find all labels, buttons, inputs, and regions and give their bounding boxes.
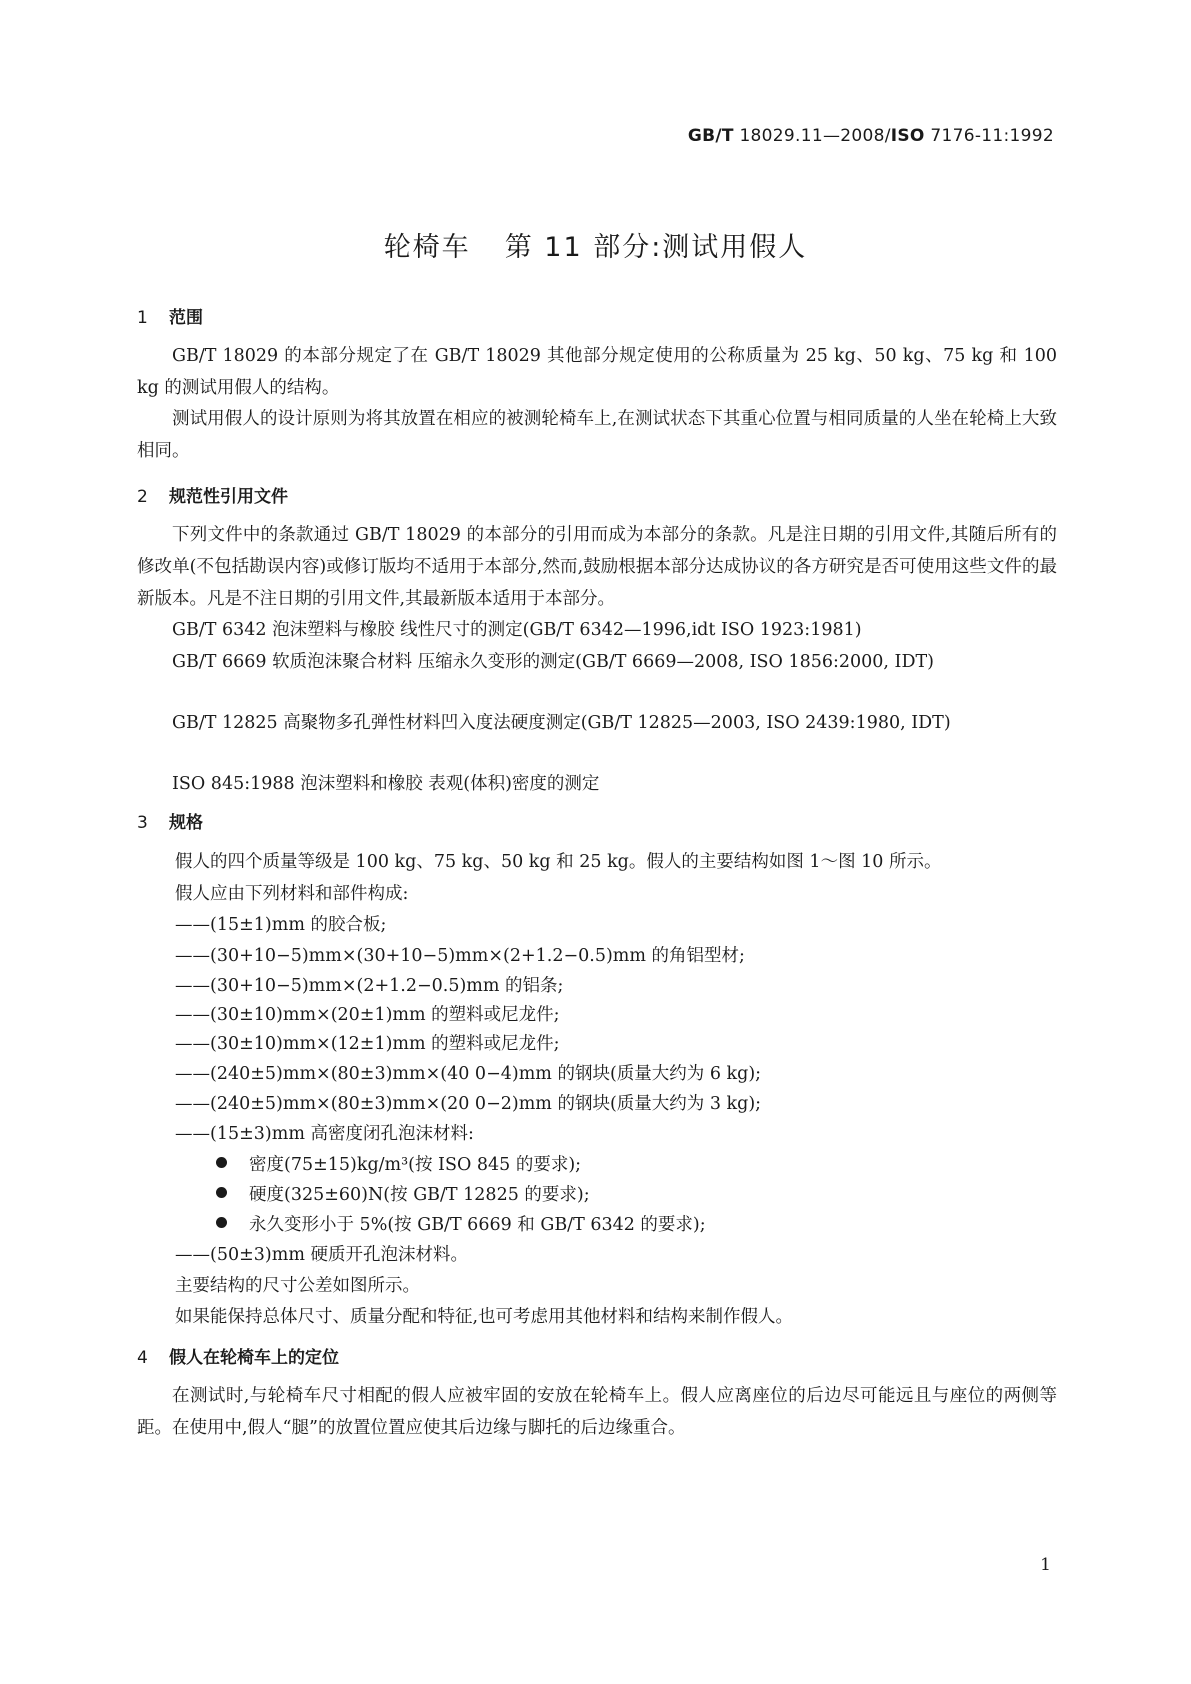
material-item: ——(30+10−5)mm×(30+10−5)mm×(2+1.2−0.5)mm 的角铝型材; (175, 946, 745, 966)
section-4-para-1: 在测试时,与轮椅车尺寸相配的假人应被牢固的安放在轮椅车上。假人应离座位的后边尽可能远且与座位的两侧等距。在使用中,假人“腿”的放置位置应使其后边缘与脚托的后边缘重合。 (137, 1386, 1057, 1438)
bullet-item: 硬度(325±60)N(按 GB/T 12825 的要求); (216, 1181, 1136, 1206)
reference-item: GB/T 6342 泡沫塑料与橡胶 线性尺寸的测定(GB/T 6342—1996,idt ISO 1923:1981) (172, 620, 862, 640)
material-item: ——(15±1)mm 的胶合板; (175, 915, 387, 935)
section-3-para-2: 假人应由下列材料和部件构成: (175, 884, 409, 904)
bullet-item: 密度(75±15)kg/m³(按 ISO 845 的要求); (216, 1151, 1136, 1176)
material-item: ——(240±5)mm×(80±3)mm×(20 0−2)mm 的钢块(质量大约为 3 kg); (175, 1094, 762, 1114)
material-item: ——(50±3)mm 硬质开孔泡沫材料。 (175, 1245, 468, 1265)
document-title: 轮椅车 第 11 部分:测试用假人 (383, 232, 808, 263)
material-item: ——(30±10)mm×(12±1)mm 的塑料或尼龙件; (175, 1034, 560, 1054)
material-item: ——(30±10)mm×(20±1)mm 的塑料或尼龙件; (175, 1005, 560, 1025)
section-3-heading: 3 规格 (137, 813, 203, 833)
bullet-item: 永久变形小于 5%(按 GB/T 6669 和 GB/T 6342 的要求); (216, 1211, 1136, 1236)
section-1-para-2: 测试用假人的设计原则为将其放置在相应的被测轮椅车上,在测试状态下其重心位置与相同质量的人坐在轮椅上大致相同。 (137, 409, 1057, 461)
section-2-heading: 2 规范性引用文件 (137, 487, 288, 507)
section-3-para-1: 假人的四个质量等级是 100 kg、75 kg、50 kg 和 25 kg。假人的主要结构如图 1～图 10 所示。 (175, 852, 942, 872)
reference-item: GB/T 12825 高聚物多孔弹性材料凹入度法硬度测定(GB/T 12825—2003, ISO 2439:1980, IDT) (172, 713, 951, 733)
material-item: ——(30+10−5)mm×(2+1.2−0.5)mm 的铝条; (175, 976, 564, 996)
reference-item: GB/T 6669 软质泡沫聚合材料 压缩永久变形的测定(GB/T 6669—2008, ISO 1856:2000, IDT) (172, 652, 934, 672)
standard-code: GB/T 18029.11—2008/ISO 7176-11:1992 (687, 126, 1054, 146)
section-4-heading: 4 假人在轮椅车上的定位 (137, 1348, 339, 1368)
section-1-para-1: GB/T 18029 的本部分规定了在 GB/T 18029 其他部分规定使用的公称质量为 25 kg、50 kg、75 kg 和 100 kg 的测试用假人的结构。 (137, 346, 1057, 398)
material-item: ——(240±5)mm×(80±3)mm×(40 0−4)mm 的钢块(质量大约为 6 kg); (175, 1064, 762, 1084)
material-item: ——(15±3)mm 高密度闭孔泡沫材料: (175, 1124, 474, 1144)
section-3-para-4: 如果能保持总体尺寸、质量分配和特征,也可考虑用其他材料和结构来制作假人。 (175, 1307, 794, 1327)
reference-item: ISO 845:1988 泡沫塑料和橡胶 表观(体积)密度的测定 (172, 774, 600, 794)
page-number: 1 (1040, 1555, 1051, 1575)
bullet-icon (216, 1217, 227, 1228)
bullet-icon (216, 1157, 227, 1168)
section-1-heading: 1 范围 (137, 308, 203, 328)
section-2-para-1: 下列文件中的条款通过 GB/T 18029 的本部分的引用而成为本部分的条款。凡是注日期的引用文件,其随后所有的修改单(不包括勘误内容)或修订版均不适用于本部分,然而,鼓励根据本部分达成协议的各方研究是否可使用这些文件的最新版本。凡是不注日期的引用文件,其最新版本适用于本部分。 (137, 525, 1057, 609)
section-3-para-3: 主要结构的尺寸公差如图所示。 (175, 1276, 420, 1296)
bullet-icon (216, 1187, 227, 1198)
